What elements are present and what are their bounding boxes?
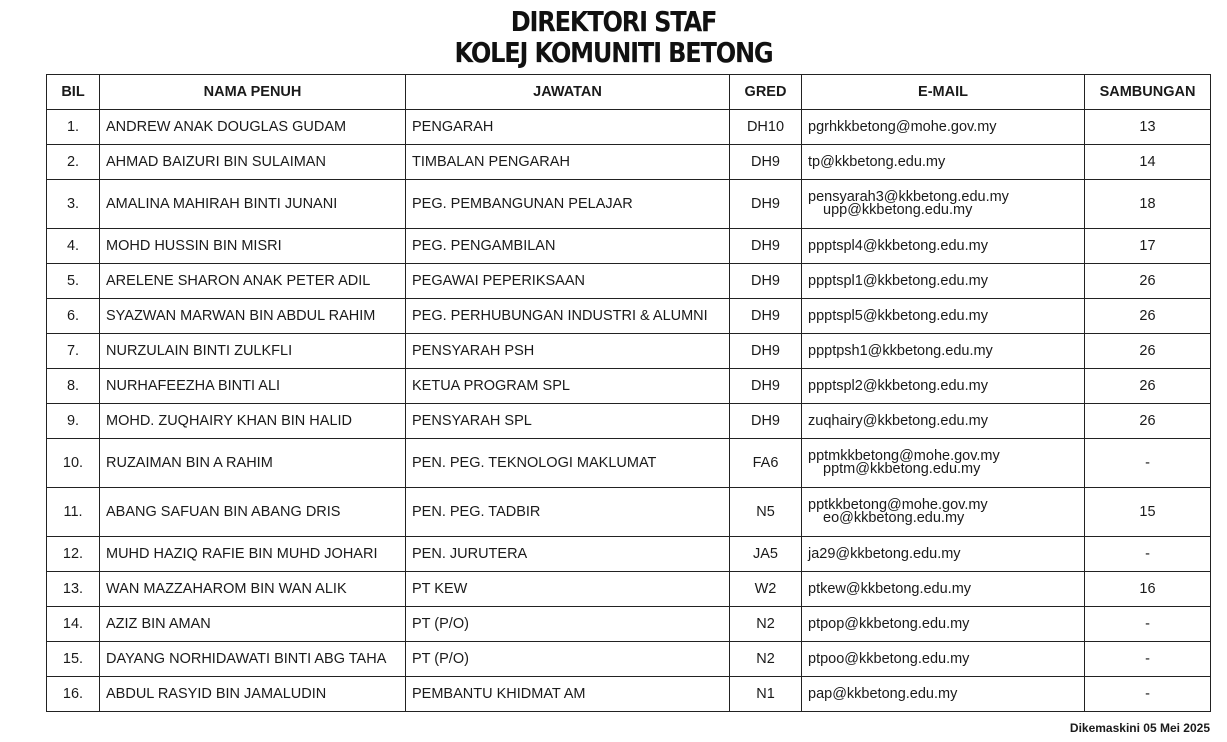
table-row: [47, 264, 1211, 299]
email-link[interactable]: zuqhairy@kkbetong.edu.my: [808, 412, 988, 429]
cell-nama: DAYANG NORHIDAWATI BINTI ABG TAHA: [100, 642, 406, 677]
cell-nama: ABDUL RASYID BIN JAMALUDIN: [100, 677, 406, 712]
table-row: [47, 488, 1211, 537]
cell-jawatan: PENGARAH: [406, 110, 730, 145]
cell-jawatan: PEG. PERHUBUNGAN INDUSTRI & ALUMNI: [406, 299, 730, 334]
table-row: [47, 607, 1211, 642]
cell-bil: 7.: [47, 334, 100, 369]
email-link[interactable]: pensyarah3@kkbetong.edu.my: [808, 189, 1009, 205]
email-link[interactable]: ja29@kkbetong.edu.my: [808, 545, 961, 562]
cell-jawatan: PENSYARAH PSH: [406, 334, 730, 369]
cell-bil: 13.: [47, 572, 100, 607]
staff-directory-table: [46, 74, 1211, 712]
cell-gred: N5: [730, 488, 802, 537]
cell-bil: 2.: [47, 145, 100, 180]
cell-sambungan: 18: [1085, 180, 1211, 229]
cell-sambungan: -: [1085, 537, 1211, 572]
email-link[interactable]: pap@kkbetong.edu.my: [808, 685, 958, 702]
cell-sambungan: 26: [1085, 369, 1211, 404]
column-header-sambungan: SAMBUNGAN: [1085, 75, 1211, 110]
cell-jawatan: PEG. PENGAMBILAN: [406, 229, 730, 264]
cell-sambungan: 14: [1085, 145, 1211, 180]
cell-gred: DH9: [730, 369, 802, 404]
table-row: [47, 677, 1211, 712]
cell-jawatan: PEMBANTU KHIDMAT AM: [406, 677, 730, 712]
cell-email: [802, 677, 1085, 712]
cell-nama: ABANG SAFUAN BIN ABANG DRIS: [100, 488, 406, 537]
cell-bil: 5.: [47, 264, 100, 299]
table-row: [47, 110, 1211, 145]
cell-bil: 10.: [47, 439, 100, 488]
cell-nama: MUHD HAZIQ RAFIE BIN MUHD JOHARI: [100, 537, 406, 572]
cell-sambungan: 15: [1085, 488, 1211, 537]
cell-jawatan: PENSYARAH SPL: [406, 404, 730, 439]
page-title: [0, 6, 1227, 68]
cell-gred: DH9: [730, 334, 802, 369]
email-link[interactable]: eo@kkbetong.edu.my: [823, 510, 965, 526]
column-header-bil: BIL: [47, 75, 100, 110]
email-link[interactable]: ptpop@kkbetong.edu.my: [808, 615, 970, 632]
email-link[interactable]: pgrhkkbetong@mohe.gov.my: [808, 118, 997, 135]
table-row: [47, 642, 1211, 677]
cell-nama: NURHAFEEZHA BINTI ALI: [100, 369, 406, 404]
cell-jawatan: PEGAWAI PEPERIKSAAN: [406, 264, 730, 299]
cell-sambungan: -: [1085, 677, 1211, 712]
cell-sambungan: 13: [1085, 110, 1211, 145]
email-link[interactable]: ppptspl2@kkbetong.edu.my: [808, 377, 988, 394]
cell-gred: DH9: [730, 145, 802, 180]
cell-jawatan: PT (P/O): [406, 607, 730, 642]
cell-bil: 6.: [47, 299, 100, 334]
table-row: [47, 537, 1211, 572]
cell-bil: 15.: [47, 642, 100, 677]
cell-email: [802, 488, 1085, 537]
cell-bil: 4.: [47, 229, 100, 264]
cell-email: [802, 572, 1085, 607]
email-link[interactable]: tp@kkbetong.edu.my: [808, 153, 946, 170]
cell-nama: WAN MAZZAHAROM BIN WAN ALIK: [100, 572, 406, 607]
table-row: [47, 180, 1211, 229]
email-link[interactable]: ppptpsh1@kkbetong.edu.my: [808, 342, 993, 359]
cell-gred: JA5: [730, 537, 802, 572]
table-row: [47, 299, 1211, 334]
cell-bil: 12.: [47, 537, 100, 572]
cell-sambungan: 26: [1085, 334, 1211, 369]
cell-gred: N2: [730, 607, 802, 642]
cell-email: [802, 642, 1085, 677]
column-header-gred: GRED: [730, 75, 802, 110]
table-row: [47, 145, 1211, 180]
cell-sambungan: -: [1085, 642, 1211, 677]
table-row: [47, 229, 1211, 264]
cell-bil: 3.: [47, 180, 100, 229]
title-line-2: KOLEJ KOMUNITI BETONG: [454, 36, 773, 69]
email-link[interactable]: pptm@kkbetong.edu.my: [823, 461, 981, 477]
cell-gred: FA6: [730, 439, 802, 488]
title-line-1: DIREKTORI STAF: [510, 5, 717, 38]
cell-sambungan: 26: [1085, 404, 1211, 439]
cell-gred: DH9: [730, 229, 802, 264]
email-link[interactable]: upp@kkbetong.edu.my: [823, 202, 973, 218]
cell-email: [802, 145, 1085, 180]
cell-email: [802, 537, 1085, 572]
cell-nama: ARELENE SHARON ANAK PETER ADIL: [100, 264, 406, 299]
cell-jawatan: PEN. JURUTERA: [406, 537, 730, 572]
last-updated-note: Dikemaskini 05 Mei 2025: [1069, 721, 1210, 735]
cell-email: [802, 369, 1085, 404]
cell-sambungan: -: [1085, 439, 1211, 488]
cell-email: [802, 180, 1085, 229]
email-link[interactable]: pptkkbetong@mohe.gov.my: [808, 497, 988, 513]
cell-sambungan: -: [1085, 607, 1211, 642]
cell-sambungan: 16: [1085, 572, 1211, 607]
cell-gred: N1: [730, 677, 802, 712]
cell-jawatan: PT KEW: [406, 572, 730, 607]
cell-gred: DH9: [730, 264, 802, 299]
email-link[interactable]: ppptspl1@kkbetong.edu.my: [808, 272, 988, 289]
cell-sambungan: 17: [1085, 229, 1211, 264]
table-row: [47, 439, 1211, 488]
table-header-row: [47, 75, 1211, 110]
cell-nama: AZIZ BIN AMAN: [100, 607, 406, 642]
column-header-email: E-MAIL: [802, 75, 1085, 110]
cell-nama: NURZULAIN BINTI ZULKFLI: [100, 334, 406, 369]
cell-gred: DH10: [730, 110, 802, 145]
email-link[interactable]: ppptspl4@kkbetong.edu.my: [808, 237, 988, 254]
cell-jawatan: KETUA PROGRAM SPL: [406, 369, 730, 404]
cell-gred: DH9: [730, 299, 802, 334]
column-header-nama: NAMA PENUH: [100, 75, 406, 110]
cell-jawatan: PEN. PEG. TADBIR: [406, 488, 730, 537]
cell-gred: DH9: [730, 404, 802, 439]
cell-nama: MOHD. ZUQHAIRY KHAN BIN HALID: [100, 404, 406, 439]
cell-email: [802, 299, 1085, 334]
column-header-jawatan: JAWATAN: [406, 75, 730, 110]
cell-jawatan: PEN. PEG. TEKNOLOGI MAKLUMAT: [406, 439, 730, 488]
cell-nama: AMALINA MAHIRAH BINTI JUNANI: [100, 180, 406, 229]
table-row: [47, 369, 1211, 404]
cell-gred: N2: [730, 642, 802, 677]
cell-email: [802, 439, 1085, 488]
cell-email: [802, 334, 1085, 369]
table-row: [47, 334, 1211, 369]
cell-nama: MOHD HUSSIN BIN MISRI: [100, 229, 406, 264]
cell-email: [802, 607, 1085, 642]
cell-jawatan: PEG. PEMBANGUNAN PELAJAR: [406, 180, 730, 229]
cell-gred: DH9: [730, 180, 802, 229]
cell-email: [802, 404, 1085, 439]
cell-bil: 1.: [47, 110, 100, 145]
email-link[interactable]: ptkew@kkbetong.edu.my: [808, 580, 972, 597]
cell-nama: SYAZWAN MARWAN BIN ABDUL RAHIM: [100, 299, 406, 334]
cell-nama: ANDREW ANAK DOUGLAS GUDAM: [100, 110, 406, 145]
cell-nama: RUZAIMAN BIN A RAHIM: [100, 439, 406, 488]
cell-bil: 14.: [47, 607, 100, 642]
table-body: [47, 110, 1211, 712]
cell-sambungan: 26: [1085, 264, 1211, 299]
email-link[interactable]: pptmkkbetong@mohe.gov.my: [808, 448, 1000, 464]
cell-bil: 11.: [47, 488, 100, 537]
cell-jawatan: TIMBALAN PENGARAH: [406, 145, 730, 180]
cell-gred: W2: [730, 572, 802, 607]
cell-sambungan: 26: [1085, 299, 1211, 334]
cell-email: [802, 110, 1085, 145]
cell-jawatan: PT (P/O): [406, 642, 730, 677]
email-link[interactable]: ptpoo@kkbetong.edu.my: [808, 650, 970, 667]
email-link[interactable]: ppptspl5@kkbetong.edu.my: [808, 307, 988, 324]
cell-nama: AHMAD BAIZURI BIN SULAIMAN: [100, 145, 406, 180]
cell-bil: 16.: [47, 677, 100, 712]
cell-email: [802, 264, 1085, 299]
table-row: [47, 404, 1211, 439]
cell-bil: 9.: [47, 404, 100, 439]
cell-email: [802, 229, 1085, 264]
table-row: [47, 572, 1211, 607]
cell-bil: 8.: [47, 369, 100, 404]
